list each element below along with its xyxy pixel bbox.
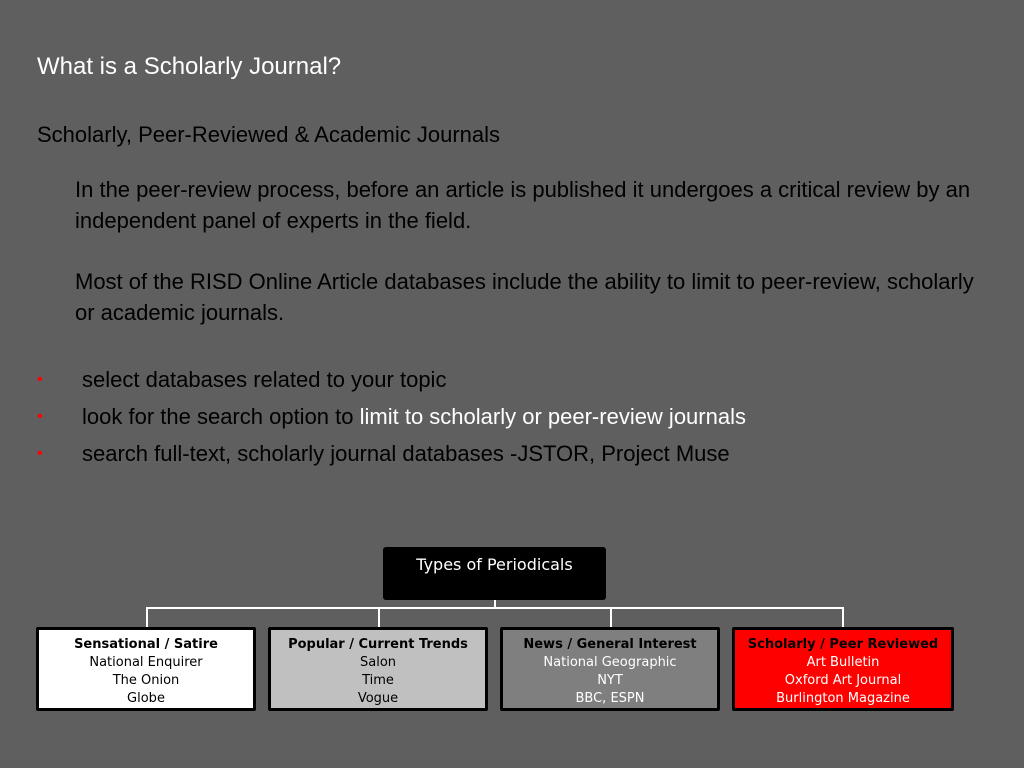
category-item: Time <box>362 673 394 688</box>
bullet-icon: • <box>37 445 43 462</box>
bullet-text <box>82 401 746 433</box>
category-item: Oxford Art Journal <box>784 673 902 688</box>
bullet-highlight: limit to scholarly or peer-review journals <box>359 404 746 429</box>
category-item: National Geographic <box>543 655 677 670</box>
category-item: Burlington Magazine <box>776 691 910 706</box>
category-box-scholarly <box>732 627 954 711</box>
category-box-news <box>500 627 720 711</box>
bullet-text: select databases related to your topic <box>82 367 447 392</box>
category-title: News / General Interest <box>523 637 697 652</box>
bullet-icon: • <box>37 371 43 388</box>
slide-subtitle: Scholarly, Peer-Reviewed & Academic Journals <box>37 122 501 147</box>
bullet-text: search full-text, scholarly journal databases -JSTOR, Project Muse <box>82 441 730 466</box>
connector-line <box>610 607 612 627</box>
connector-line <box>146 607 844 609</box>
bullet-icon: • <box>37 408 43 425</box>
peer-review-paragraph: In the peer-review process, before an article is published it undergoes a critical review by an independent panel of experts in the field. <box>75 177 971 233</box>
category-box-popular <box>268 627 488 711</box>
category-box-sensational <box>36 627 256 711</box>
category-title: Scholarly / Peer Reviewed <box>747 637 939 652</box>
category-item: Globe <box>127 691 165 706</box>
category-item: National Enquirer <box>89 655 203 670</box>
category-item: Salon <box>359 655 397 670</box>
connector-line <box>842 607 844 627</box>
category-title: Sensational / Satire <box>74 637 218 652</box>
connector-line <box>146 607 148 627</box>
slide-title: What is a Scholarly Journal? <box>37 53 342 80</box>
databases-paragraph: Most of the RISD Online Article databases include the ability to limit to peer-review, scholarly or academic journals. <box>75 269 974 325</box>
category-item: Vogue <box>357 691 399 706</box>
bullet-text-lead: look for the search option to <box>82 404 360 429</box>
category-title: Popular / Current Trends <box>288 637 468 652</box>
org-chart-root: Types of Periodicals <box>383 547 606 600</box>
category-item: The Onion <box>112 673 180 688</box>
category-item: NYT <box>597 673 623 688</box>
category-item: BBC, ESPN <box>575 691 645 706</box>
category-item: Art Bulletin <box>806 655 880 670</box>
connector-line <box>378 607 380 627</box>
